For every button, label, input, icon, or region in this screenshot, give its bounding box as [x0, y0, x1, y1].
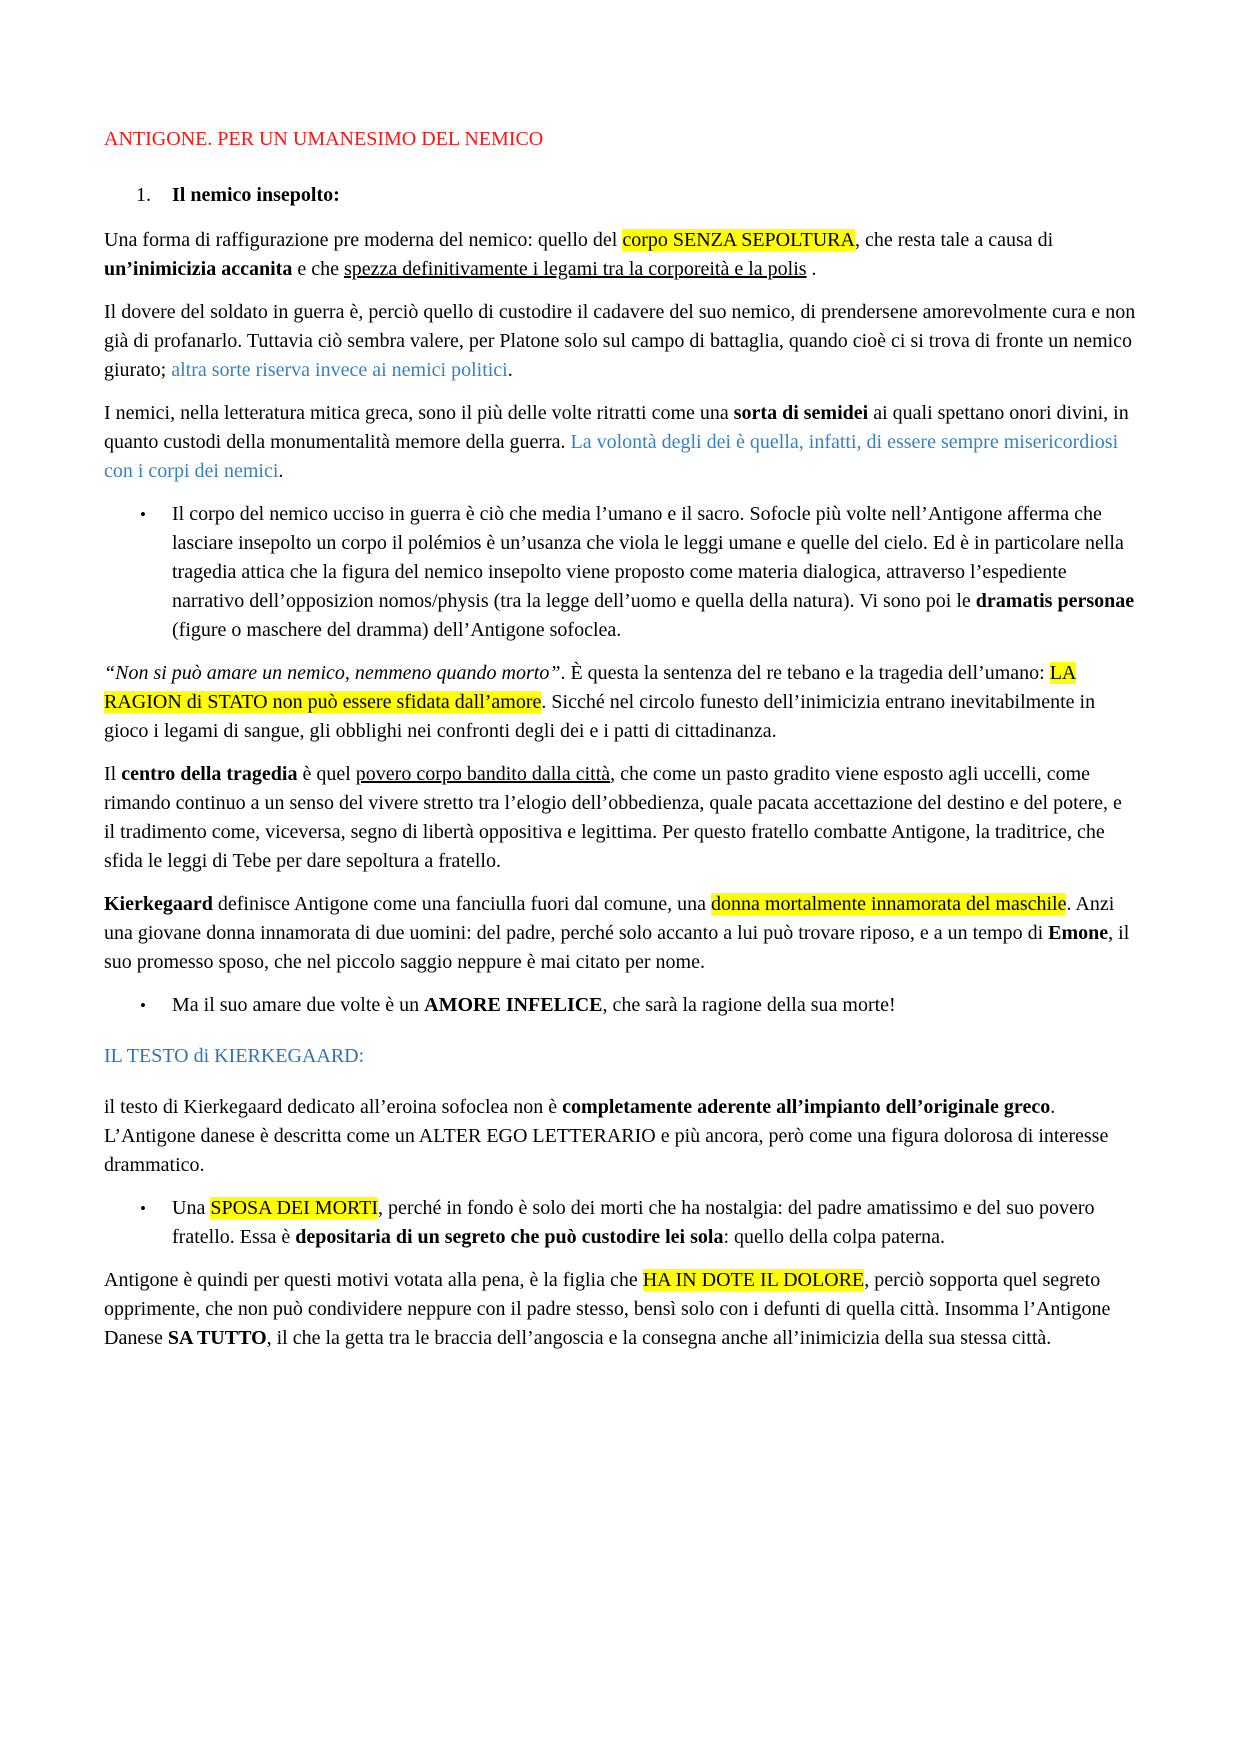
text-run: , perché in fondo è solo dei morti che ha nostalgia: del padre amatissimo e del suo povero fratello. Essa è: [172, 1197, 1095, 1248]
section-number: 1.: [136, 184, 151, 206]
bullet-icon: •: [140, 505, 146, 524]
text-run: (figure o maschere del dramma) dell’Antigone sofoclea.: [172, 619, 622, 641]
text-run: donna mortalmente innamorata del maschile: [711, 893, 1067, 915]
text-run: .: [507, 359, 513, 381]
text-run: .: [278, 460, 284, 482]
text-run: Il corpo del nemico ucciso in guerra è ciò che media l’umano e il sacro. Sofocle più volte nell’Antigone afferma che lasciare insepolto un corpo il polémios è un’usanza che viola le leggi umane e quelle del cielo. Ed è in particolare nella tragedia attica che la figura del nemico insepolto viene proposto come materia dialogica, attraverso l’espediente narrativo dell’opposizion nomos/physis (tra la legge dell’uomo e quella della natura). Vi sono poi le: [172, 503, 1124, 612]
text-run: un’inimicizia accanita: [104, 258, 293, 280]
text-run: . L’Antigone danese è descritta come un ALTER EGO LETTERARIO e più ancora, però come una figura dolorosa di interesse drammatico.: [104, 1096, 1109, 1176]
paragraph-antigone-votata-alla-pena: [104, 1266, 1136, 1353]
paragraph-sentenza-re-tebano: [104, 659, 1136, 746]
text-run: . Sicché nel circolo funesto dell’inimicizia entrano inevitabilmente in gioco i legami di sangue, gli obblighi nei confronti degli dei e i patti di cittadinanza.: [104, 691, 1096, 742]
bullet-icon: •: [140, 1199, 146, 1218]
text-run: e che: [292, 258, 344, 280]
text-run: La volontà degli dei è quella, infatti, di essere sempre misericordiosi con i corpi dei nemici: [104, 431, 1119, 482]
text-run: centro della tragedia: [121, 763, 298, 785]
text-run: dramatis personae: [975, 590, 1135, 612]
bullet-text: [172, 991, 1136, 1020]
text-run: il testo di Kierkegaard dedicato all’eroina sofoclea non è: [104, 1096, 563, 1118]
bullet-icon: •: [140, 996, 146, 1015]
bullet-item-amore-infelice: [104, 991, 1136, 1020]
text-run: è quel: [297, 763, 356, 785]
text-run: Kierkegaard: [104, 893, 213, 915]
text-run: .: [806, 258, 817, 280]
text-run: SPOSA DEI MORTI: [210, 1197, 379, 1219]
text-run: , che come un pasto gradito viene esposto agli uccelli, come rimando continuo a un senso del vivere stretto tra l’elogio dell’obbedienza, quale pacata accettazione del destino e del potere, e il tradimento come, viceversa, segno di libertà oppositiva e legittima. Per questo fratello combatte Antigone, la traditrice, che sfida le leggi di Tebe per dare sepoltura a fratello.: [104, 763, 1122, 872]
text-run: Il dovere del soldato in guerra è, perciò quello di custodire il cadavere del suo nemico, di prendersene amorevolmente cura e non già di profanarlo. Tuttavia ciò sembra valere, per Platone solo sul campo di battaglia, quando cioè ci si trova di fronte un nemico giurato;: [104, 301, 1136, 381]
text-run: Ma il suo amare due volte è un: [172, 994, 425, 1016]
paragraph-centro-della-tragedia: [104, 760, 1136, 876]
text-run: , il che la getta tra le braccia dell’angoscia e la consegna anche all’inimicizia della sua stessa città.: [266, 1327, 1052, 1349]
text-run: povero corpo bandito dalla città: [355, 763, 611, 785]
section-heading-1: [104, 181, 1136, 210]
text-run: sorta di semidei: [733, 402, 869, 424]
text-run: Il: [104, 763, 122, 785]
text-run: , che sarà la ragione della sua morte!: [602, 994, 896, 1016]
text-run: Antigone è quindi per questi motivi votata alla pena, è la figlia che: [104, 1269, 643, 1291]
text-run: completamente aderente all’impianto dell’originale greco: [562, 1096, 1051, 1118]
text-run: : quello della colpa paterna.: [723, 1226, 946, 1248]
text-run: HA IN DOTE IL DOLORE: [642, 1269, 865, 1291]
paragraph-testo-di-kierkegaard: [104, 1093, 1136, 1180]
text-run: Una forma di raffigurazione pre moderna del nemico: quello del: [104, 229, 623, 251]
text-run: AMORE INFELICE: [424, 994, 603, 1016]
paragraph-dovere-del-soldato: [104, 298, 1136, 385]
text-run: . È questa la sentenza del re tebano e la tragedia dell’umano:: [560, 662, 1050, 684]
text-run: spezza definitivamente i legami tra la corporeità e la polis: [343, 258, 807, 280]
bullet-item-sposa-dei-morti: [104, 1194, 1136, 1252]
text-run: corpo SENZA SEPOLTURA: [622, 229, 855, 251]
text-run: SA TUTTO: [167, 1327, 267, 1349]
text-run: Una: [172, 1197, 211, 1219]
section-heading-text: Il nemico insepolto:: [172, 184, 340, 206]
text-run: altra sorte riserva invece ai nemici politici: [171, 359, 508, 381]
bullet-text: [172, 1194, 1136, 1252]
bullet-text: [172, 500, 1136, 645]
text-run: , il suo promesso sposo, che nel piccolo saggio neppure è mai citato per nome.: [104, 922, 1130, 973]
text-run: , che resta tale a causa di: [854, 229, 1054, 251]
kierkegaard-section-heading: IL TESTO di KIERKEGAARD:: [104, 1045, 365, 1067]
text-run: “Non si può amare un nemico, nemmeno quando morto”: [104, 662, 561, 684]
text-run: , perciò sopporta quel segreto opprimente, che non può condividere neppure con il padre stesso, bensì solo con i defunti di quella città. Insomma l’Antigone Danese: [104, 1269, 1111, 1349]
document-title: ANTIGONE. PER UN UMANESIMO DEL NEMICO: [104, 128, 544, 150]
text-run: I nemici, nella letteratura mitica greca, sono il più delle volte ritratti come una: [104, 402, 734, 424]
text-run: Emone: [1048, 922, 1109, 944]
text-run: depositaria di un segreto che può custodire lei sola: [295, 1226, 724, 1248]
bullet-item-corpo-del-nemico: [104, 500, 1136, 645]
text-run: ai quali spettano onori divini, in quanto custodi della monumentalità memore della guerra.: [104, 402, 1129, 453]
paragraph-kierkegaard-definisce: [104, 890, 1136, 977]
text-run: definisce Antigone come una fanciulla fuori dal comune, una: [212, 893, 712, 915]
text-run: . Anzi una giovane donna innamorata di due uomini: del padre, perché solo accanto a lui può trovare riposo, e a un tempo di: [104, 893, 1115, 944]
paragraph-nemici-semidei: [104, 399, 1136, 486]
paragraph-corpo-senza-sepoltura: [104, 226, 1136, 284]
text-run: LA RAGION di STATO non può essere sfidata dall’amore: [104, 662, 1077, 713]
